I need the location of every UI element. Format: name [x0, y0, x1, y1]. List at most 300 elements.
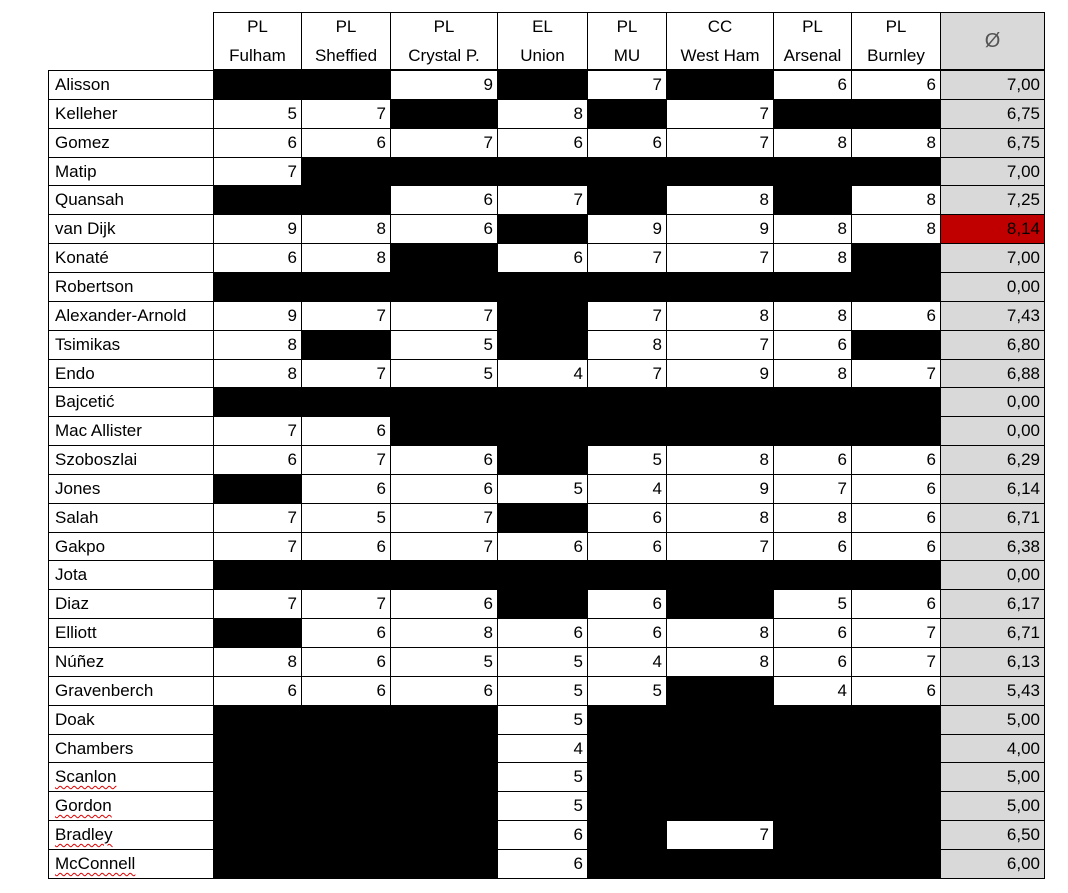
rating-cell: 5: [497, 705, 587, 734]
not-played-cell: [497, 157, 587, 185]
not-played-cell: [390, 820, 497, 849]
average-cell: 6,88: [940, 359, 1045, 387]
rating-cell: 6: [497, 820, 587, 849]
not-played-cell: [497, 214, 587, 243]
not-played-cell: [851, 157, 940, 185]
not-played-cell: [773, 387, 851, 416]
rating-cell: 6: [390, 445, 497, 474]
player-name: [48, 301, 213, 330]
rating-cell: 6: [851, 301, 940, 330]
player-name: [48, 532, 213, 560]
rating-cell: 5: [390, 330, 497, 359]
player-name: [48, 474, 213, 503]
not-played-cell: [497, 560, 587, 589]
rating-cell: 6: [773, 532, 851, 560]
rating-cell: 7: [301, 301, 390, 330]
not-played-cell: [773, 791, 851, 820]
player-name: [48, 416, 213, 445]
average-cell: 0,00: [940, 416, 1045, 445]
average-cell: 6,29: [940, 445, 1045, 474]
rating-cell: 6: [390, 185, 497, 214]
column-header: [301, 12, 390, 70]
rating-cell: 7: [390, 503, 497, 532]
rating-cell: 7: [851, 359, 940, 387]
column-header: [773, 12, 851, 70]
rating-cell: 7: [497, 185, 587, 214]
player-name-text: Konaté: [55, 248, 109, 267]
not-played-cell: [497, 70, 587, 99]
opponent-label: MU: [613, 46, 641, 65]
average-cell: 7,00: [940, 70, 1045, 99]
player-name: [48, 99, 213, 128]
column-header: [851, 12, 940, 70]
rating-cell: 5: [390, 359, 497, 387]
rating-cell: 7: [213, 589, 301, 618]
not-played-cell: [773, 820, 851, 849]
player-name: [48, 589, 213, 618]
not-played-cell: [851, 705, 940, 734]
player-name: [48, 157, 213, 185]
rating-cell: 6: [213, 243, 301, 272]
player-name: [48, 734, 213, 762]
rating-cell: 7: [587, 70, 666, 99]
player-name: [48, 185, 213, 214]
not-played-cell: [213, 849, 301, 878]
player-name-text: Szoboszlai: [55, 450, 138, 469]
player-name: [48, 705, 213, 734]
opponent-label: Union: [520, 46, 565, 65]
rating-cell: 8: [213, 647, 301, 676]
not-played-cell: [390, 791, 497, 820]
rating-cell: 8: [773, 243, 851, 272]
not-played-cell: [301, 560, 390, 589]
rating-cell: 8: [666, 618, 773, 647]
rating-cell: 9: [666, 474, 773, 503]
rating-cell: 7: [390, 532, 497, 560]
player-name-text: Matip: [55, 161, 97, 181]
rating-cell: 6: [587, 532, 666, 560]
rating-cell: 6: [587, 128, 666, 157]
not-played-cell: [213, 705, 301, 734]
not-played-cell: [390, 560, 497, 589]
not-played-cell: [301, 820, 390, 849]
not-played-cell: [213, 474, 301, 503]
rating-cell: 6: [390, 474, 497, 503]
rating-cell: 5: [497, 474, 587, 503]
player-name-text: Robertson: [55, 277, 134, 296]
not-played-cell: [301, 791, 390, 820]
rating-cell: 7: [301, 589, 390, 618]
rating-cell: 4: [497, 734, 587, 762]
player-name: [48, 128, 213, 157]
not-played-cell: [497, 416, 587, 445]
player-name: [48, 647, 213, 676]
player-name: [48, 387, 213, 416]
player-name-text: Gomez: [55, 133, 110, 152]
rating-cell: 6: [497, 849, 587, 878]
rating-cell: 8: [773, 214, 851, 243]
column-header: [497, 12, 587, 70]
not-played-cell: [497, 445, 587, 474]
table-bottom-border: [48, 878, 1045, 879]
average-cell: 0,00: [940, 560, 1045, 589]
rating-cell: 6: [301, 618, 390, 647]
not-played-cell: [301, 762, 390, 791]
not-played-cell: [851, 387, 940, 416]
rating-cell: 6: [851, 503, 940, 532]
not-played-cell: [390, 272, 497, 301]
player-name: [48, 359, 213, 387]
rating-cell: 6: [390, 676, 497, 705]
rating-cell: 6: [301, 532, 390, 560]
opponent-label: Burnley: [867, 46, 925, 65]
not-played-cell: [497, 272, 587, 301]
average-cell: 5,00: [940, 762, 1045, 791]
not-played-cell: [213, 387, 301, 416]
rating-cell: 6: [851, 589, 940, 618]
not-played-cell: [213, 70, 301, 99]
not-played-cell: [851, 820, 940, 849]
not-played-cell: [301, 70, 390, 99]
competition-label: PL: [335, 17, 357, 36]
not-played-cell: [301, 734, 390, 762]
average-cell: 6,17: [940, 589, 1045, 618]
rating-cell: 6: [773, 647, 851, 676]
not-played-cell: [497, 387, 587, 416]
average-cell: 5,00: [940, 705, 1045, 734]
rating-cell: 5: [773, 589, 851, 618]
rating-cell: 8: [773, 301, 851, 330]
rating-cell: 7: [851, 618, 940, 647]
player-name: [48, 445, 213, 474]
rating-cell: 8: [213, 359, 301, 387]
average-cell: 7,00: [940, 157, 1045, 185]
not-played-cell: [587, 416, 666, 445]
not-played-cell: [773, 416, 851, 445]
player-name: [48, 272, 213, 301]
not-played-cell: [390, 762, 497, 791]
rating-cell: 6: [301, 676, 390, 705]
rating-cell: 5: [497, 676, 587, 705]
rating-cell: 7: [213, 416, 301, 445]
player-name: [48, 791, 213, 820]
not-played-cell: [390, 734, 497, 762]
rating-cell: 7: [666, 330, 773, 359]
not-played-cell: [666, 762, 773, 791]
opponent-label: West Ham: [680, 46, 760, 65]
rating-cell: 8: [666, 647, 773, 676]
not-played-cell: [773, 849, 851, 878]
rating-cell: 9: [666, 214, 773, 243]
rating-cell: 7: [213, 157, 301, 185]
rating-cell: 6: [301, 474, 390, 503]
rating-cell: 9: [213, 301, 301, 330]
not-played-cell: [497, 330, 587, 359]
rating-cell: 7: [301, 445, 390, 474]
not-played-cell: [773, 185, 851, 214]
opponent-label: Fulham: [229, 46, 286, 65]
not-played-cell: [587, 387, 666, 416]
rating-cell: 6: [587, 618, 666, 647]
rating-cell: 5: [587, 676, 666, 705]
player-name-text: Chambers: [55, 738, 134, 758]
average-cell: 6,38: [940, 532, 1045, 560]
not-played-cell: [851, 416, 940, 445]
competition-label: CC: [707, 17, 733, 36]
column-header: [390, 12, 497, 70]
rating-cell: 6: [213, 676, 301, 705]
rating-cell: 7: [666, 243, 773, 272]
not-played-cell: [497, 503, 587, 532]
rating-cell: 8: [390, 618, 497, 647]
player-name-text: Scanlon: [55, 767, 117, 786]
player-name-text: Elliott: [55, 623, 97, 642]
player-name-text: Gravenberch: [55, 681, 154, 700]
not-played-cell: [851, 330, 940, 359]
not-played-cell: [773, 705, 851, 734]
rating-cell: 7: [666, 128, 773, 157]
not-played-cell: [666, 157, 773, 185]
not-played-cell: [301, 705, 390, 734]
player-name: [48, 70, 213, 99]
average-cell: 6,71: [940, 618, 1045, 647]
rating-cell: 9: [390, 70, 497, 99]
not-played-cell: [773, 734, 851, 762]
rating-cell: 6: [587, 503, 666, 532]
not-played-cell: [666, 734, 773, 762]
rating-cell: 7: [773, 474, 851, 503]
rating-cell: 5: [497, 647, 587, 676]
not-played-cell: [213, 560, 301, 589]
not-played-cell: [587, 99, 666, 128]
not-played-cell: [301, 272, 390, 301]
rating-cell: 8: [666, 503, 773, 532]
rating-cell: 5: [497, 762, 587, 791]
player-name: [48, 243, 213, 272]
player-name-text: Gordon: [55, 796, 112, 815]
rating-cell: 8: [773, 128, 851, 157]
player-name-text: Quansah: [55, 190, 124, 209]
average-cell: 5,00: [940, 791, 1045, 820]
average-cell: 6,50: [940, 820, 1045, 849]
rating-cell: 4: [587, 647, 666, 676]
not-played-cell: [497, 589, 587, 618]
rating-cell: 6: [773, 330, 851, 359]
rating-cell: 6: [773, 70, 851, 99]
not-played-cell: [851, 791, 940, 820]
average-cell: 6,13: [940, 647, 1045, 676]
rating-cell: 6: [390, 589, 497, 618]
rating-cell: 6: [213, 445, 301, 474]
not-played-cell: [301, 849, 390, 878]
not-played-cell: [390, 99, 497, 128]
average-cell: 7,25: [940, 185, 1045, 214]
rating-cell: 7: [666, 99, 773, 128]
rating-cell: 6: [497, 243, 587, 272]
not-played-cell: [301, 185, 390, 214]
opponent-label: Arsenal: [783, 46, 842, 65]
not-played-cell: [666, 272, 773, 301]
rating-cell: 6: [773, 445, 851, 474]
rating-cell: 6: [851, 70, 940, 99]
opponent-label: Sheffied: [314, 46, 378, 65]
rating-cell: 8: [851, 185, 940, 214]
column-header: [666, 12, 773, 70]
rating-cell: 4: [497, 359, 587, 387]
not-played-cell: [213, 734, 301, 762]
rating-cell: 5: [587, 445, 666, 474]
rating-cell: 7: [213, 532, 301, 560]
player-name: [48, 762, 213, 791]
player-name: [48, 503, 213, 532]
player-name: [48, 330, 213, 359]
rating-cell: 7: [851, 647, 940, 676]
average-symbol: Ø: [984, 29, 1001, 52]
not-played-cell: [213, 618, 301, 647]
not-played-cell: [213, 762, 301, 791]
opponent-label: Crystal P.: [408, 46, 480, 65]
player-name-text: McConnell: [55, 854, 136, 873]
not-played-cell: [587, 734, 666, 762]
not-played-cell: [301, 157, 390, 185]
rating-cell: 6: [301, 128, 390, 157]
not-played-cell: [390, 849, 497, 878]
player-name-text: Gakpo: [55, 536, 106, 556]
average-cell: 6,14: [940, 474, 1045, 503]
average-cell: 6,00: [940, 849, 1045, 878]
average-cell: 6,71: [940, 503, 1045, 532]
player-name-text: Jota: [55, 565, 88, 584]
player-name: [48, 560, 213, 589]
not-played-cell: [666, 849, 773, 878]
not-played-cell: [851, 849, 940, 878]
not-played-cell: [390, 243, 497, 272]
competition-label: PL: [802, 17, 823, 36]
rating-cell: 7: [213, 503, 301, 532]
player-name-text: Diaz: [55, 594, 90, 613]
rating-cell: 8: [666, 185, 773, 214]
average-cell: 7,43: [940, 301, 1045, 330]
not-played-cell: [390, 387, 497, 416]
rating-cell: 4: [773, 676, 851, 705]
rating-cell: 5: [301, 503, 390, 532]
not-played-cell: [773, 762, 851, 791]
average-cell: 7,00: [940, 243, 1045, 272]
player-name-text: Núñez: [55, 652, 105, 671]
rating-cell: 8: [773, 359, 851, 387]
not-played-cell: [587, 705, 666, 734]
not-played-cell: [390, 157, 497, 185]
rating-cell: 7: [301, 99, 390, 128]
rating-cell: 8: [587, 330, 666, 359]
not-played-cell: [773, 560, 851, 589]
not-played-cell: [666, 676, 773, 705]
rating-cell: 8: [213, 330, 301, 359]
rating-cell: 6: [851, 676, 940, 705]
player-name: [48, 676, 213, 705]
not-played-cell: [301, 387, 390, 416]
rating-cell: 5: [213, 99, 301, 128]
player-name-text: Jones: [55, 479, 101, 498]
rating-cell: 5: [497, 791, 587, 820]
not-played-cell: [773, 272, 851, 301]
not-played-cell: [666, 416, 773, 445]
rating-cell: 8: [301, 243, 390, 272]
not-played-cell: [587, 849, 666, 878]
not-played-cell: [851, 99, 940, 128]
rating-cell: 6: [851, 532, 940, 560]
average-cell: 0,00: [940, 272, 1045, 301]
rating-cell: 7: [390, 128, 497, 157]
not-played-cell: [497, 301, 587, 330]
not-played-cell: [666, 705, 773, 734]
player-name: [48, 618, 213, 647]
rating-cell: 7: [666, 820, 773, 849]
rating-cell: 6: [213, 128, 301, 157]
rating-cell: 8: [773, 503, 851, 532]
rating-cell: 4: [587, 474, 666, 503]
rating-cell: 6: [497, 532, 587, 560]
average-header: [940, 12, 1045, 70]
not-played-cell: [666, 589, 773, 618]
player-name-text: Doak: [55, 710, 95, 729]
rating-cell: 9: [666, 359, 773, 387]
not-played-cell: [851, 272, 940, 301]
player-name: [48, 820, 213, 849]
not-played-cell: [666, 70, 773, 99]
not-played-cell: [666, 387, 773, 416]
player-name-text: Bradley: [55, 825, 113, 844]
player-name-text: van Dijk: [55, 219, 116, 238]
rating-cell: 7: [587, 359, 666, 387]
not-played-cell: [587, 791, 666, 820]
not-played-cell: [213, 272, 301, 301]
not-played-cell: [587, 272, 666, 301]
rating-cell: 7: [587, 243, 666, 272]
rating-cell: 9: [587, 214, 666, 243]
competition-label: PL: [616, 17, 638, 36]
rating-cell: 8: [666, 445, 773, 474]
rating-cell: 8: [851, 214, 940, 243]
rating-cell: 8: [666, 301, 773, 330]
not-played-cell: [666, 791, 773, 820]
not-played-cell: [213, 820, 301, 849]
average-cell: 6,80: [940, 330, 1045, 359]
player-name-text: Tsimikas: [55, 335, 121, 354]
player-name-text: Mac Allister: [55, 421, 142, 440]
average-cell: 4,00: [940, 734, 1045, 762]
not-played-cell: [587, 185, 666, 214]
rating-cell: 8: [301, 214, 390, 243]
not-played-cell: [213, 791, 301, 820]
rating-cell: 6: [301, 647, 390, 676]
average-cell: 6,75: [940, 128, 1045, 157]
player-name-text: Alisson: [55, 75, 110, 94]
rating-cell: 6: [587, 589, 666, 618]
rating-cell: 6: [497, 128, 587, 157]
not-played-cell: [390, 705, 497, 734]
player-name: [48, 214, 213, 243]
player-name-text: Salah: [55, 508, 99, 527]
not-played-cell: [587, 157, 666, 185]
column-header: [213, 12, 301, 70]
average-cell: 5,43: [940, 676, 1045, 705]
average-cell: 8,14: [940, 214, 1045, 243]
rating-cell: 8: [497, 99, 587, 128]
rating-cell: 7: [666, 532, 773, 560]
competition-label: PL: [885, 17, 907, 36]
not-played-cell: [851, 762, 940, 791]
